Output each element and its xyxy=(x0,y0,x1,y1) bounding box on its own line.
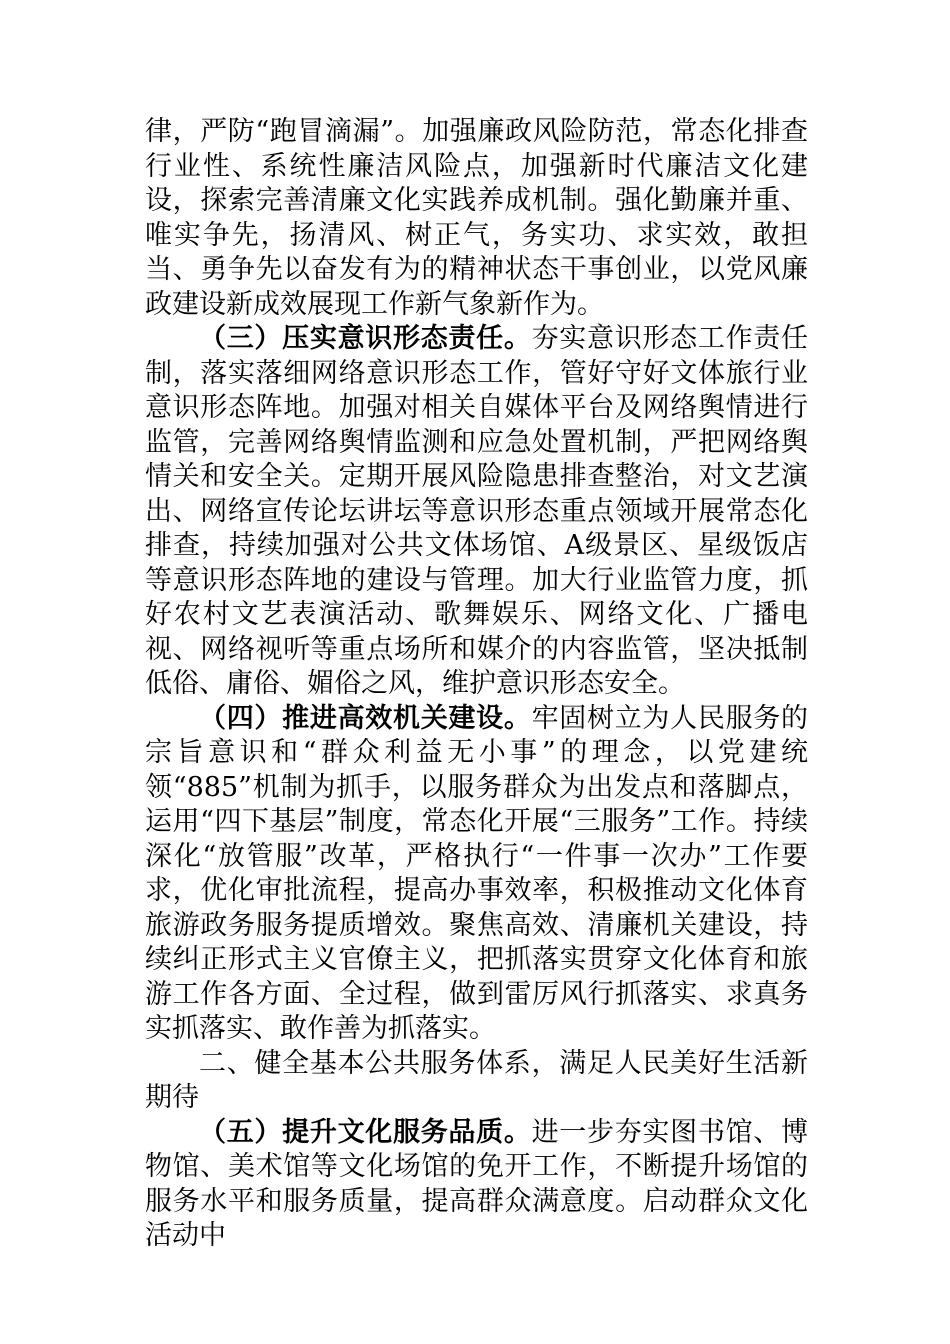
paragraph-text: 夯实意识形态工作责任制，落实落细网络意识形态工作，管好守好文体旅行业意识形态阵地。加强对相关自媒体平台及网络舆情进行监管，完善网络舆情监测和应急处置机制，严把网络舆情关和安全关。定期开展风险隐患排查整治，对文艺演出、网络宣传论坛讲坛等意识形态重点领域开展常态化排查，持续加强对公共文体场馆、A级景区、星级饭店等意识形态阵地的建设与管理。加大行业监管力度，抓好农村文艺表演活动、歌舞娱乐、网络文化、广播电视、网络视听等重点场所和媒介的内容监管，坚决抵制低俗、庸俗、媚俗之风，维护意识形态安全。 xyxy=(145,323,809,699)
paragraph-text: 律，严防“跑冒滴漏”。加强廉政风险防范，常态化排查行业性、系统性廉洁风险点，加强新时代廉洁文化建设，探索完善清廉文化实践养成机制。强化勤廉并重、唯实争先，扬清风、树正气，务实功、求实效，敢担当、勇争先以奋发有为的精神状态干事创业，以党风廉政建设新成效展现工作新气象新作为。 xyxy=(145,116,808,320)
paragraph-lead-heading: （五）提升文化服务品质。 xyxy=(199,1116,532,1148)
paragraph-section-4 xyxy=(145,702,808,1047)
paragraph-continuation xyxy=(145,115,808,322)
document-body xyxy=(145,115,808,1254)
paragraph-lead-heading: （四）推进高效机关建设。 xyxy=(199,702,532,734)
paragraph-section-3 xyxy=(145,322,808,702)
paragraph-section-5 xyxy=(145,1116,808,1254)
paragraph-text: 进一步夯实图书馆、博物馆、美术馆等文化场馆的免开工作，不断提升场馆的服务水平和服务质量，提高群众满意度。启动群众文化活动中 xyxy=(145,1116,809,1251)
section-heading-2: 二、健全基本公共服务体系，满足人民美好生活新期待 xyxy=(145,1047,808,1113)
paragraph-text: 牢固树立为人民服务的宗旨意识和“群众利益无小事”的理念，以党建统领“885”机制为抓手，以服务群众为出发点和落脚点，运用“四下基层”制度，常态化开展“三服务”工作。持续深化“放管服”改革，严格执行“一件事一次办”工作要求，优化审批流程，提高办事效率，积极推动文化体育旅游政务服务提质增效。聚焦高效、清廉机关建设，持续纠正形式主义官僚主义，把抓落实贯穿文化体育和旅游工作各方面、全过程，做到雷厉风行抓落实、求真务实抓落实、敢作善为抓落实。 xyxy=(145,702,809,1044)
paragraph-lead-heading: （三）压实意识形态责任。 xyxy=(199,323,532,354)
